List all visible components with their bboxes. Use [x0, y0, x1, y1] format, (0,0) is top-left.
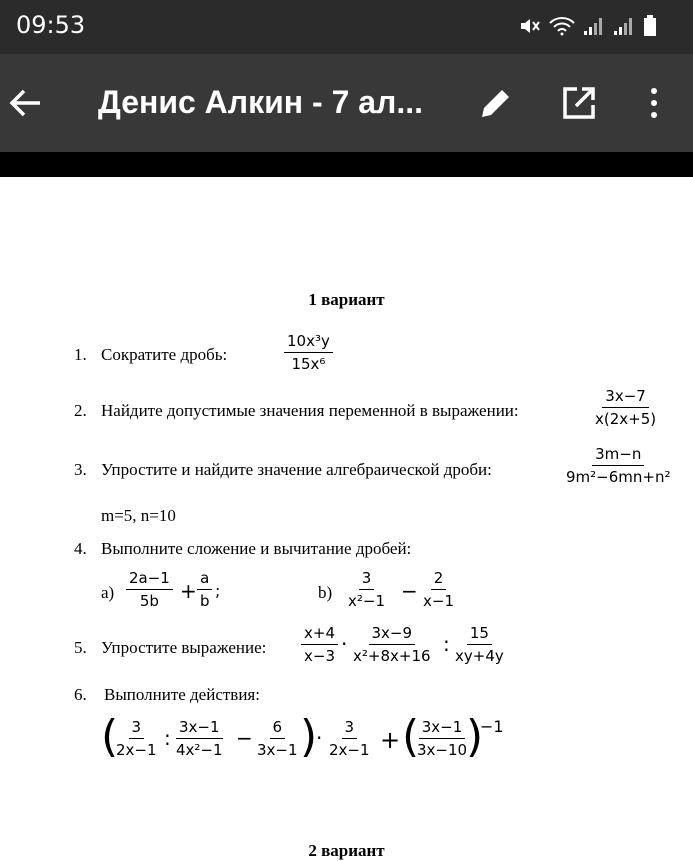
task-5-number: 5. — [74, 638, 87, 657]
fraction-denominator: 3x−1 — [257, 741, 298, 759]
fraction-numerator: 3 — [342, 718, 358, 739]
right-parenthesis: ) — [300, 711, 318, 762]
signal-icon — [613, 16, 635, 36]
task-6-fraction-1 — [113, 718, 160, 759]
task-2-fraction — [592, 387, 659, 428]
plus-operator: + — [180, 579, 197, 603]
mute-icon — [519, 16, 541, 36]
fraction-numerator: 3 — [359, 569, 375, 590]
left-parenthesis: ( — [101, 711, 119, 762]
task-6-number: 6. — [74, 685, 87, 704]
fraction-numerator: 3m−n — [592, 445, 644, 466]
status-icons — [519, 15, 657, 37]
variant-1-heading: 1 вариант — [308, 290, 385, 309]
minus-operator: − — [236, 726, 253, 750]
task-2-number: 2. — [74, 401, 87, 420]
battery-icon — [643, 15, 657, 37]
open-external-icon[interactable] — [561, 85, 597, 121]
task-4-b-fraction-2 — [420, 569, 457, 610]
fraction-numerator: 2a−1 — [126, 569, 173, 590]
task-6-fraction-4 — [326, 718, 373, 759]
multiply-operator: · — [316, 726, 323, 750]
pencil-icon[interactable] — [478, 85, 514, 121]
more-vert-icon[interactable] — [636, 85, 672, 121]
fraction-denominator: x²−1 — [348, 592, 386, 610]
fraction-denominator: x−3 — [304, 647, 335, 665]
plus-operator: + — [380, 726, 401, 754]
fraction-denominator: x(2x+5) — [595, 410, 657, 428]
task-4-number: 4. — [74, 539, 87, 558]
fraction-numerator: a — [197, 569, 212, 590]
fraction-denominator: x−1 — [423, 592, 454, 610]
left-parenthesis: ( — [402, 711, 420, 762]
toolbar-divider — [0, 152, 693, 177]
app-toolbar — [0, 54, 693, 152]
fraction-denominator: 3x−10 — [417, 741, 468, 759]
fraction-numerator: 2 — [431, 569, 447, 590]
task-6-fraction-5 — [414, 718, 470, 759]
task-5-text: Упростите выражение: — [101, 638, 267, 657]
fraction-numerator: 3 — [129, 718, 145, 739]
task-6-fraction-2 — [173, 718, 226, 759]
task-5-fraction-2 — [350, 624, 434, 665]
fraction-numerator: 3x−7 — [602, 387, 649, 408]
task-5-fraction-1 — [301, 624, 338, 665]
fraction-numerator: 10x³y — [284, 332, 333, 353]
status-bar — [0, 0, 693, 54]
fraction-denominator: 9m²−6mn+n² — [566, 468, 671, 486]
fraction-denominator: 2x−1 — [329, 741, 370, 759]
task-4-b-label: b) — [318, 583, 333, 602]
task-3-values: m=5, n=10 — [101, 506, 176, 525]
task-1-number: 1. — [74, 345, 87, 364]
document-page — [0, 177, 693, 859]
document-title: Денис Алкин - 7 ал... — [98, 84, 424, 120]
wifi-icon — [549, 16, 575, 36]
fraction-numerator: 15 — [467, 624, 492, 645]
task-4-b-fraction-1 — [345, 569, 388, 610]
task-4-text: Выполните сложение и вычитание дробей: — [101, 539, 412, 558]
right-parenthesis: ) — [466, 711, 484, 762]
minus-operator: − — [401, 579, 418, 603]
semicolon: ; — [215, 581, 221, 600]
variant-2-heading: 2 вариант — [308, 841, 385, 860]
task-2-text: Найдите допустимые значения переменной в выражении: — [101, 401, 519, 420]
fraction-numerator: 3x−1 — [419, 718, 466, 739]
fraction-denominator: 2x−1 — [116, 741, 157, 759]
back-arrow-icon[interactable] — [6, 85, 44, 121]
task-3-number: 3. — [74, 460, 87, 479]
fraction-numerator: 6 — [270, 718, 286, 739]
task-4-a-fraction-1 — [126, 569, 173, 610]
task-1-text: Сократите дробь: — [101, 345, 228, 364]
status-time: 09:53 — [16, 11, 86, 39]
task-3-fraction — [563, 445, 674, 486]
signal-icon — [583, 16, 605, 36]
task-4-a-label: a) — [101, 583, 115, 602]
fraction-denominator: xy+4y — [455, 647, 504, 665]
fraction-numerator: 3x−9 — [369, 624, 416, 645]
exponent: −1 — [480, 717, 504, 736]
task-4-a-fraction-2 — [197, 569, 213, 610]
fraction-numerator: x+4 — [301, 624, 338, 645]
fraction-denominator: x²+8x+16 — [353, 647, 431, 665]
fraction-denominator: 15x⁶ — [291, 355, 326, 373]
fraction-numerator: 3x−1 — [176, 718, 223, 739]
task-6-fraction-3 — [254, 718, 301, 759]
task-1-fraction — [284, 332, 333, 373]
task-6-text: Выполните действия: — [104, 685, 260, 704]
fraction-denominator: b — [200, 592, 210, 610]
fraction-denominator: 5b — [139, 592, 159, 610]
divide-operator: : — [443, 632, 450, 656]
fraction-denominator: 4x²−1 — [176, 741, 223, 759]
divide-operator: : — [164, 726, 171, 750]
task-5-fraction-3 — [452, 624, 507, 665]
task-3-text: Упростите и найдите значение алгебраической дроби: — [101, 460, 492, 479]
multiply-operator: · — [341, 632, 348, 656]
